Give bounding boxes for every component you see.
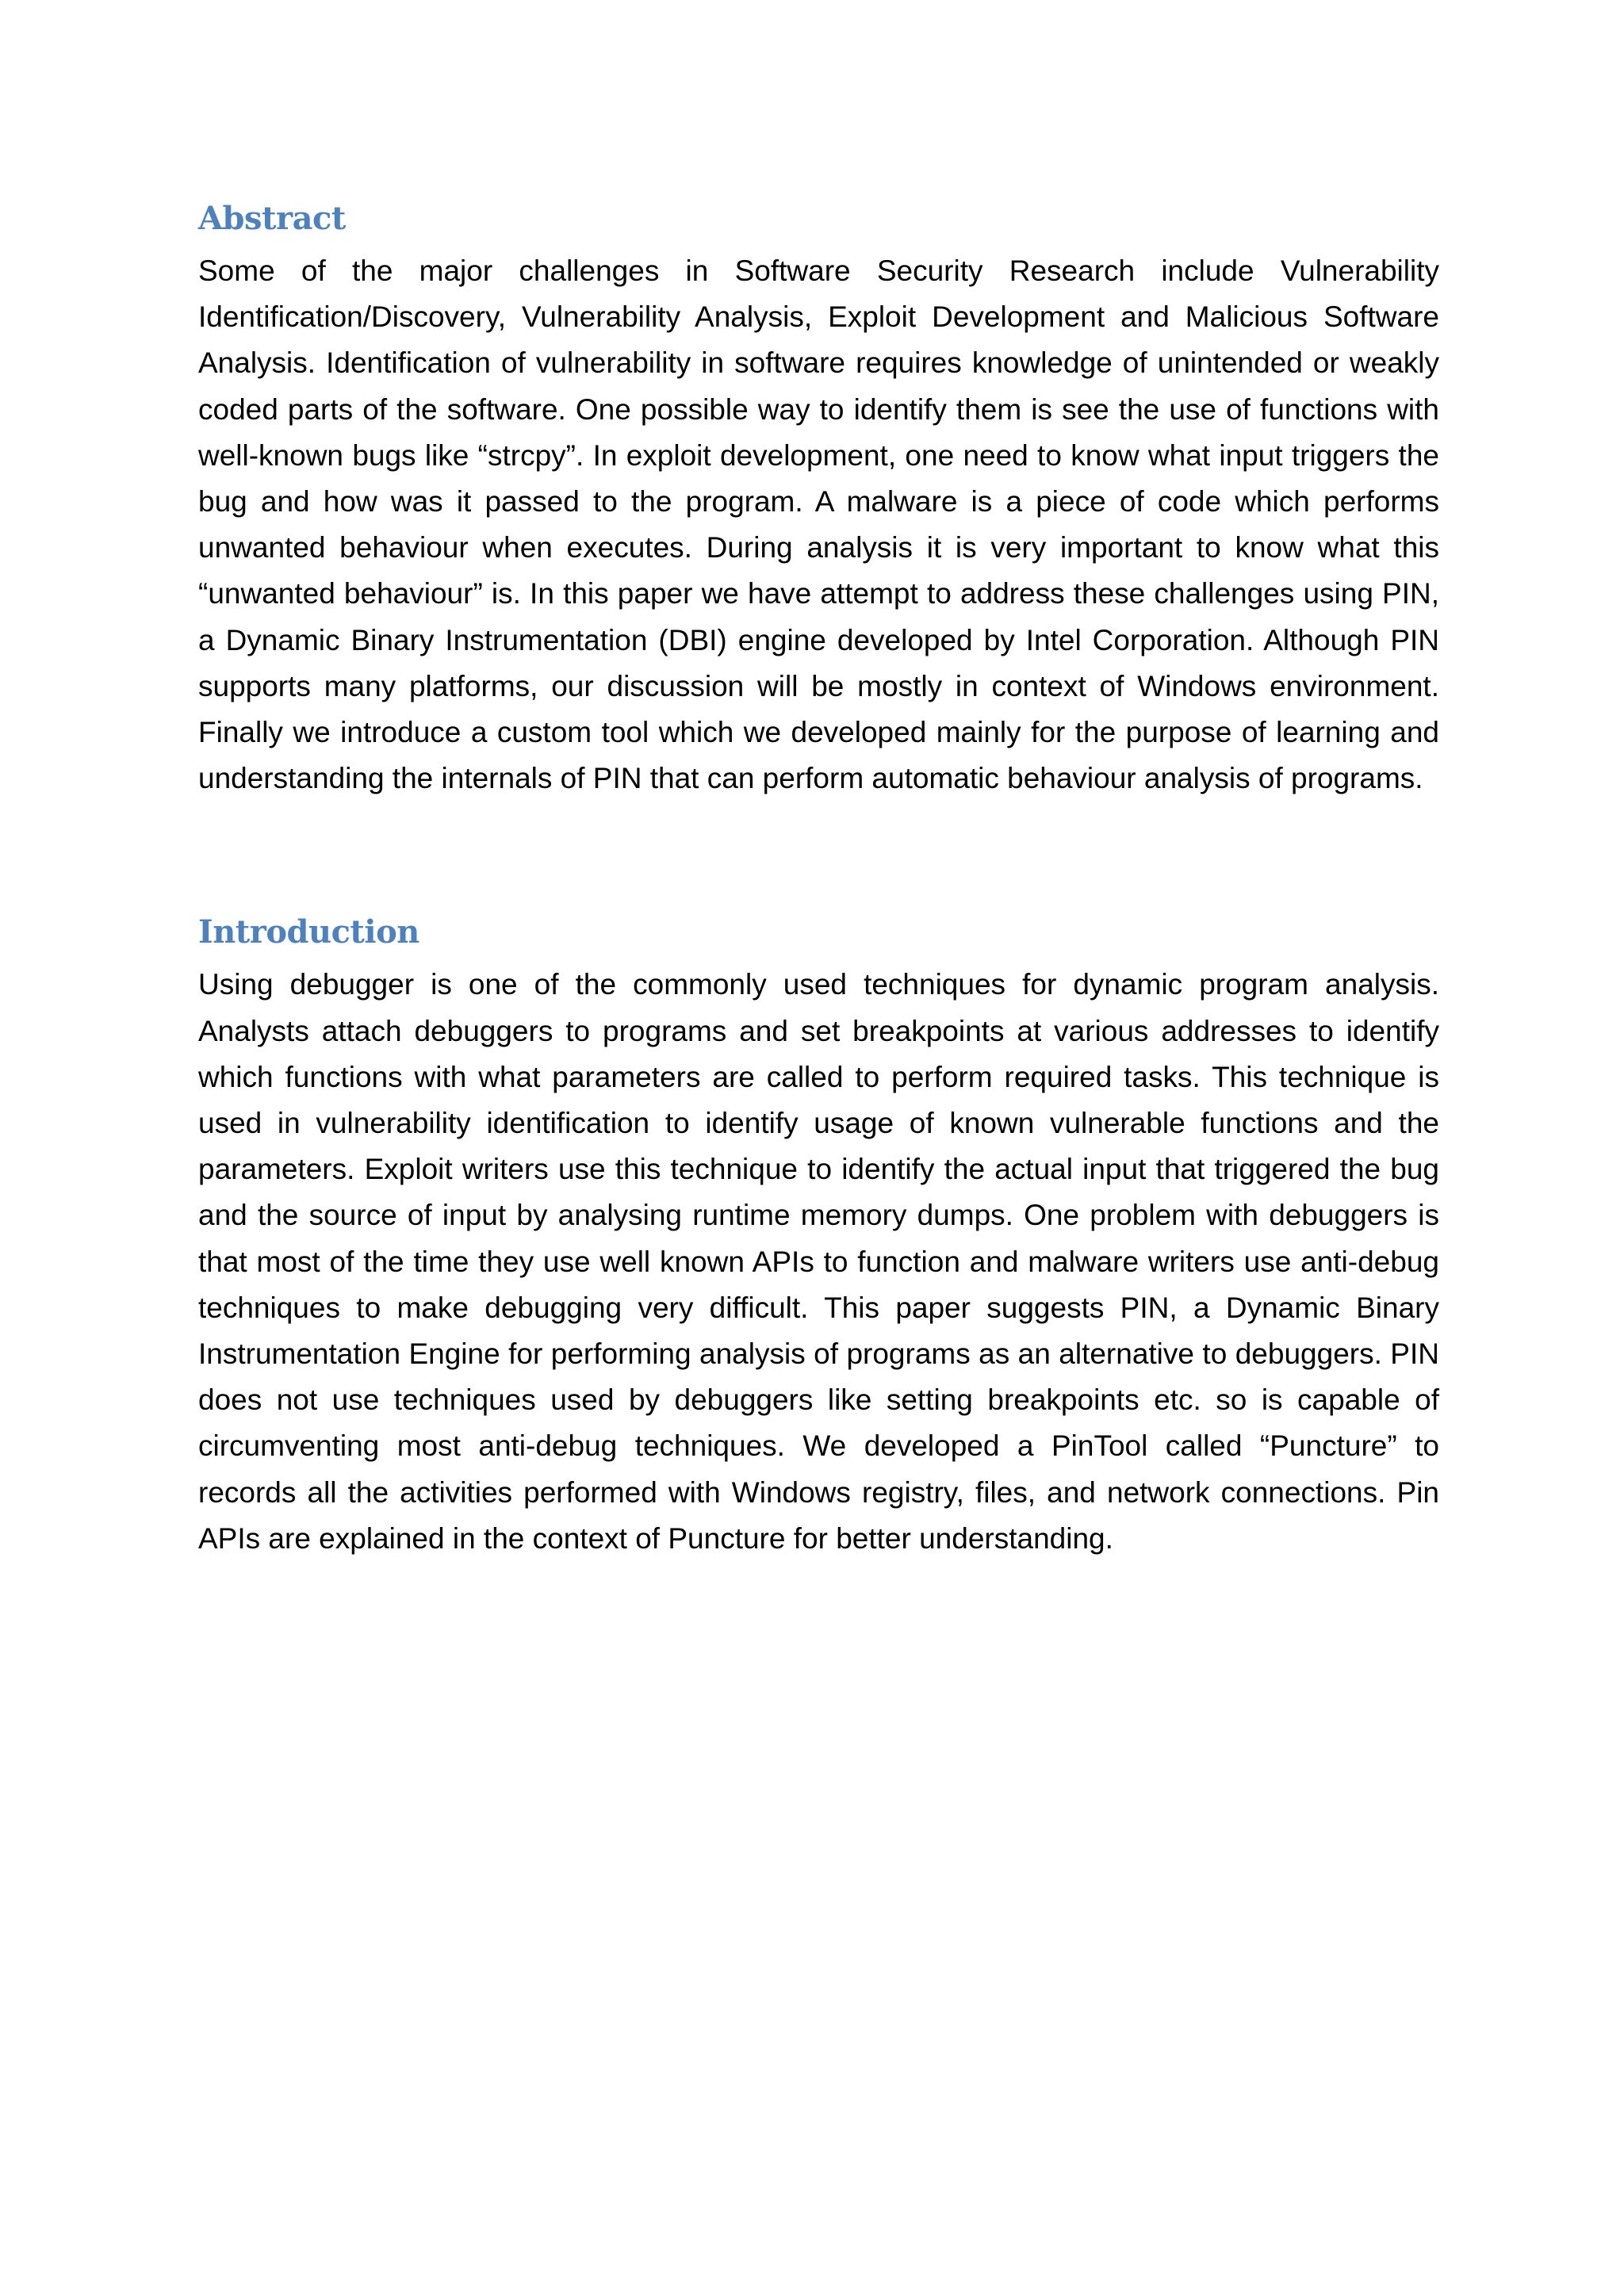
abstract-heading: Abstract	[198, 200, 346, 237]
page-content	[198, 194, 1439, 1562]
abstract-paragraph: Some of the major challenges in Software Security Research include Vulnerability Identification/Discovery, Vulnerability Analysis, Exploit Development and Malicious Software Analysis. Identification of vulnerability in software requires knowledge of unintended or weakly coded parts of the software. One possible way to identify them is see the use of functions with well-known bugs like “strcpy”. In exploit development, one need to know what input triggers the bug and how was it passed to the program. A malware is a piece of code which performs unwanted behaviour when executes. During analysis it is very important to know what this “unwanted behaviour” is. In this paper we have attempt to address these challenges using PIN, a Dynamic Binary Instrumentation (DBI) engine developed by Intel Corporation. Although PIN supports many platforms, our discussion will be mostly in context of Windows environment. Finally we introduce a custom tool which we developed mainly for the purpose of learning and understanding the internals of PIN that can perform automatic behaviour analysis of programs.	[198, 254, 1439, 795]
introduction-paragraph: Using debugger is one of the commonly used techniques for dynamic program analysis. Analysts attach debuggers to programs and set breakpoints at various addresses to identify which functions with what parameters are called to perform required tasks. This technique is used in vulnerability identification to identify usage of known vulnerable functions and the parameters. Exploit writers use this technique to identify the actual input that triggered the bug and the source of input by analysing runtime memory dumps. One problem with debuggers is that most of the time they use well known APIs to function and malware writers use anti-debug techniques to make debugging very difficult. This paper suggests PIN, a Dynamic Binary Instrumentation Engine for performing analysis of programs as an alternative to debuggers. PIN does not use techniques used by debuggers like setting breakpoints etc. so is capable of circumventing most anti-debug techniques. We developed a PinTool called “Puncture” to records all the activities performed with Windows registry, files, and network connections. Pin APIs are explained in the context of Puncture for better understanding.	[198, 968, 1439, 1555]
introduction-heading: Introduction	[198, 913, 419, 951]
abstract-section	[198, 194, 1439, 802]
introduction-section	[198, 908, 1439, 1562]
